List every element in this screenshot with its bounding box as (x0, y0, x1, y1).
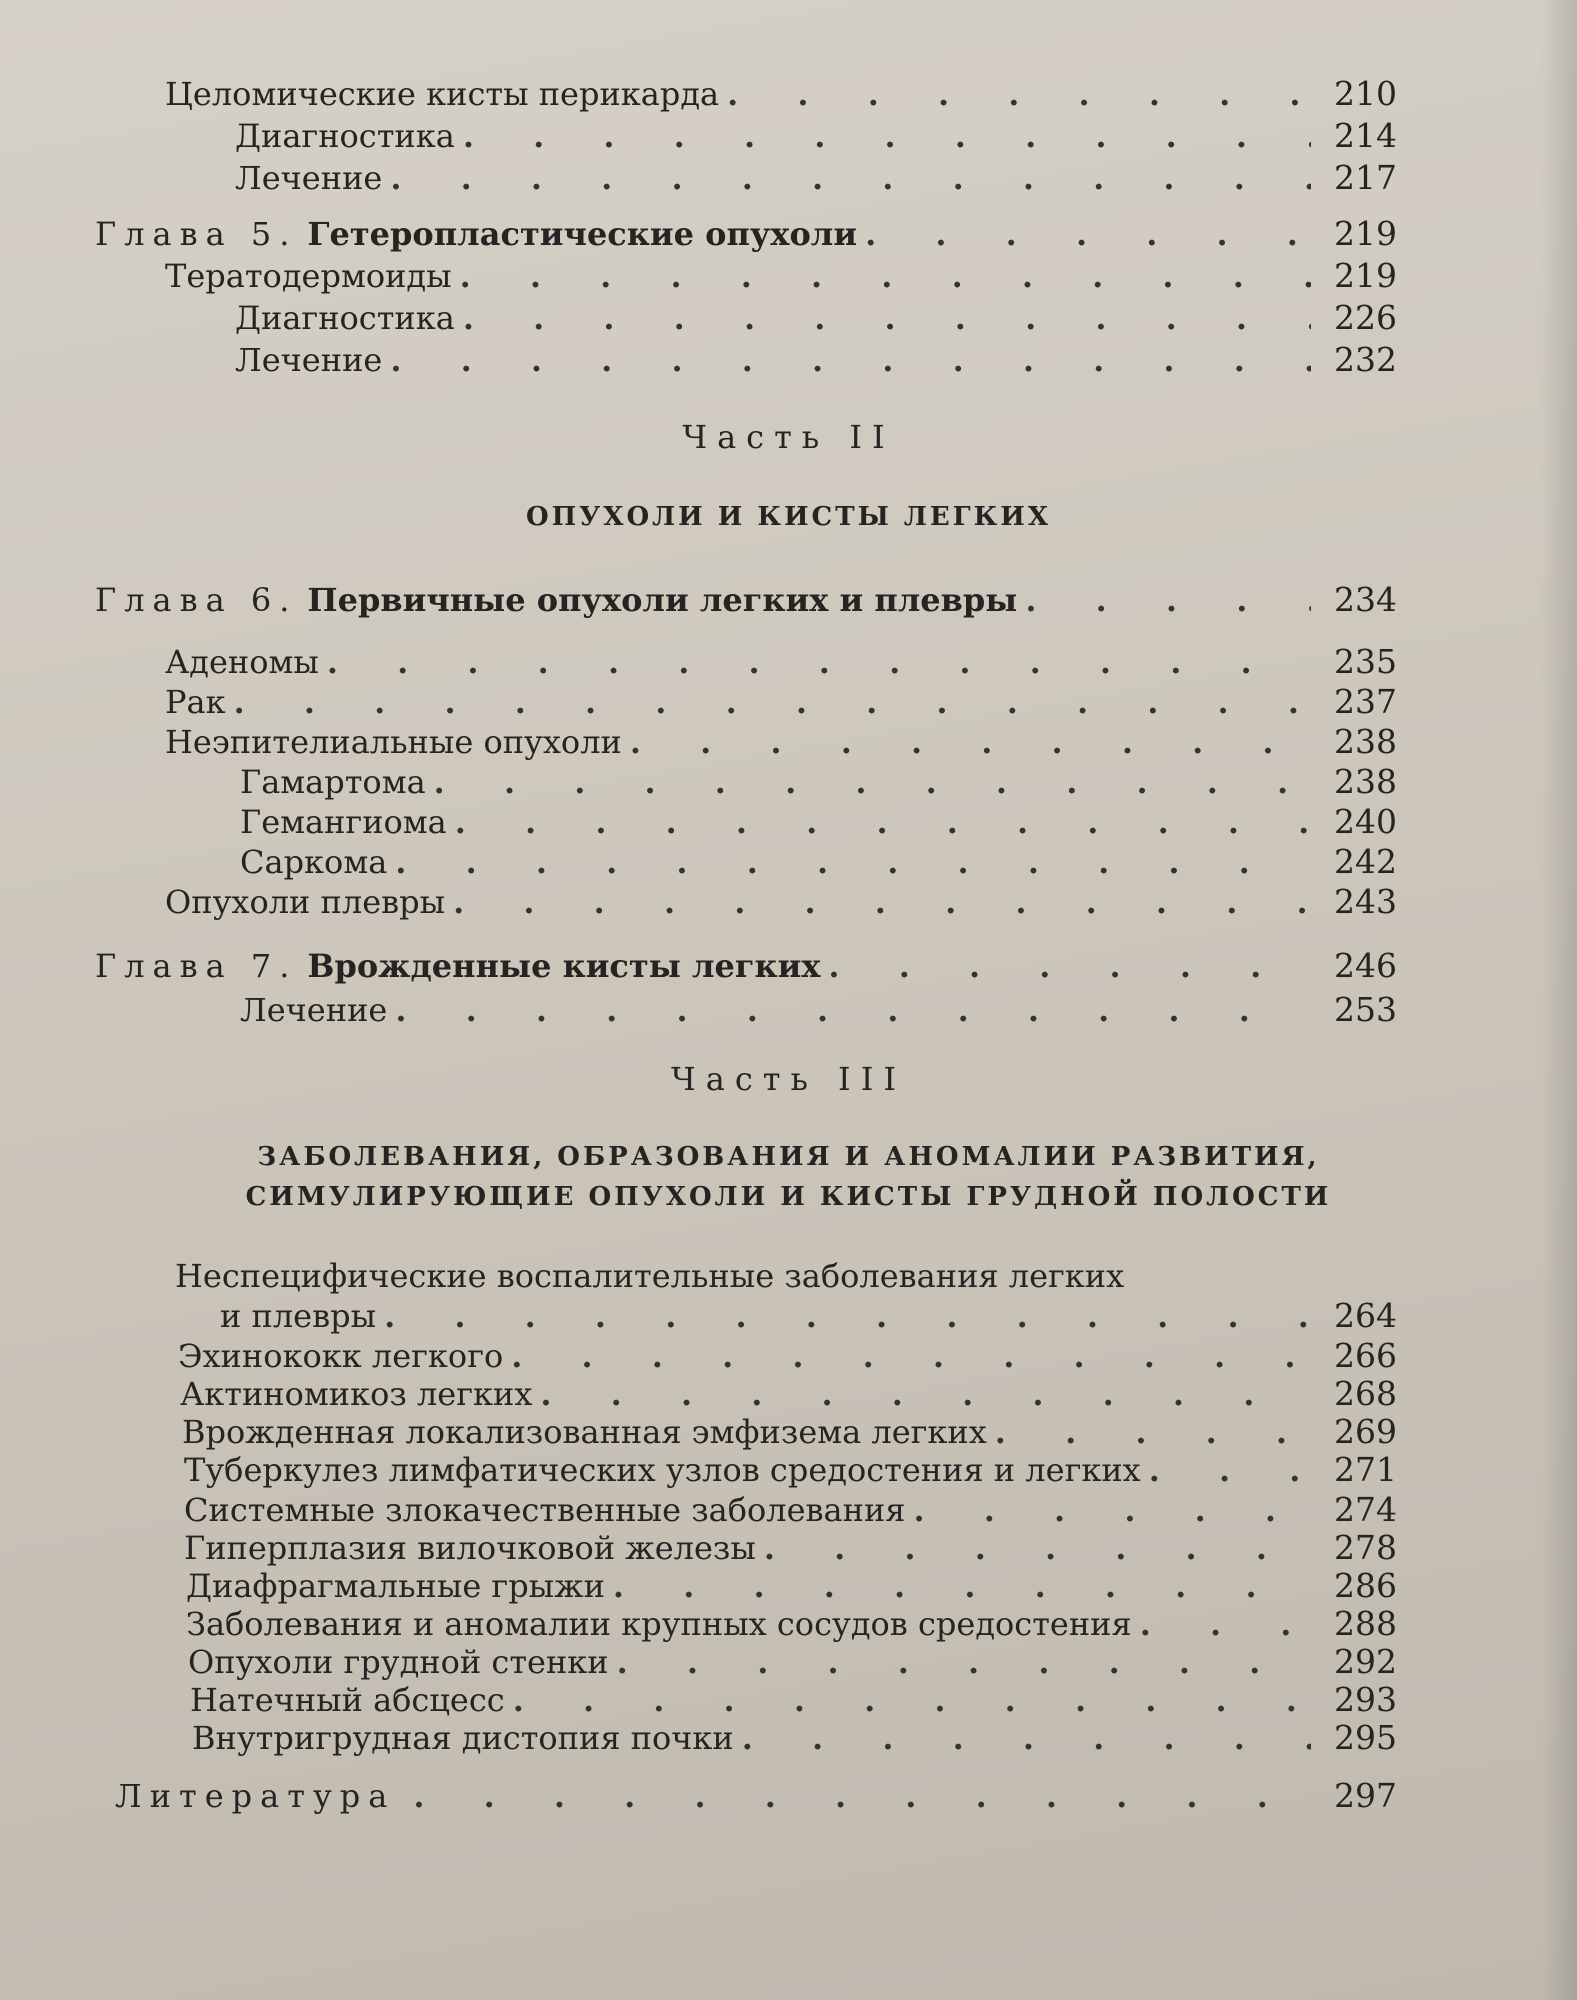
toc-entry-page: 240 (1334, 802, 1397, 841)
leader-dots (742, 1718, 1311, 1758)
leader-dots (384, 1296, 1311, 1336)
toc-entry-page: 237 (1334, 682, 1397, 721)
toc-entry-title: Лечение (235, 159, 383, 197)
leader-dots (453, 882, 1311, 922)
leader-dots (395, 990, 1311, 1030)
toc-entry (235, 340, 1397, 380)
literature-title: Литература (115, 1777, 396, 1815)
toc-entry-page: 295 (1334, 1718, 1397, 1757)
toc-entry-title: Системные злокачественные заболевания (184, 1491, 906, 1529)
toc-entry-title: Неспецифические воспалительные заболевания легких (175, 1257, 1125, 1295)
toc-entry-title: Диафрагмальные грыжи (186, 1567, 605, 1605)
toc-entry-page: 210 (1334, 74, 1397, 113)
toc-entry-title: Саркома (240, 843, 388, 881)
toc-entry (184, 1450, 1397, 1490)
chapter-entry (95, 946, 1397, 986)
part-heading: Часть III (671, 1060, 906, 1098)
toc-entry-title: Неэпителиальные опухоли (165, 723, 622, 761)
toc-entry (165, 682, 1397, 722)
toc-entry-page: 271 (1334, 1450, 1397, 1489)
toc-entry-page: 288 (1334, 1604, 1397, 1643)
toc-entry-title: Тератодермоиды (165, 257, 452, 295)
leader-dots (460, 256, 1311, 296)
part-heading: Часть II (682, 418, 895, 456)
toc-entry-page: 219 (1334, 256, 1397, 295)
toc-entry-page: 238 (1334, 762, 1397, 801)
toc-entry (178, 1336, 1397, 1376)
toc-entry-page: 243 (1334, 882, 1397, 921)
part-title-line1: ЗАБОЛЕВАНИЯ, ОБРАЗОВАНИЯ И АНОМАЛИИ РАЗВИТИЯ, (257, 1142, 1320, 1172)
chapter-label: Глава 5. (95, 215, 298, 253)
leader-dots (395, 842, 1311, 882)
toc-entry-title: Актиномикоз легких (180, 1375, 533, 1413)
toc-entry-title: Туберкулез лимфатических узлов средостения и легких (184, 1451, 1141, 1489)
toc-entry-page: 293 (1334, 1680, 1397, 1719)
chapter-title: Гетеропластические опухоли (307, 215, 858, 253)
toc-entry (165, 882, 1397, 922)
toc-entry-title: Эхинококк легкого (178, 1337, 504, 1375)
toc-entry (240, 802, 1397, 842)
toc-entry (240, 842, 1397, 882)
chapter-label: Глава 7. (95, 947, 298, 985)
toc-entry-title: Натечный абсцесс (190, 1681, 505, 1719)
toc-entry-title: Диагностика (235, 299, 455, 337)
toc-entry-page: 226 (1334, 298, 1397, 337)
chapter-label: Глава 6. (95, 581, 298, 619)
leader-dots (390, 158, 1311, 198)
leader-dots (617, 1642, 1311, 1682)
leader-dots (390, 340, 1311, 380)
chapter-entry (95, 580, 1397, 620)
leader-dots (995, 1412, 1311, 1452)
toc-entry-page: 214 (1334, 116, 1397, 155)
toc-entry-title: Врожденная локализованная эмфизема легких (182, 1413, 987, 1451)
toc-entry (235, 158, 1397, 198)
toc-entry-title: и плевры (220, 1297, 377, 1335)
chapter-title: Врожденные кисты легких (307, 947, 821, 985)
leader-dots (913, 1490, 1311, 1530)
leader-dots (865, 214, 1311, 254)
toc-entry (175, 1256, 1397, 1296)
toc-entry-page: 242 (1334, 842, 1397, 881)
literature-entry (115, 1776, 1397, 1816)
toc-entry-page: 235 (1334, 642, 1397, 681)
toc-entry-title: Лечение (235, 341, 383, 379)
toc-entry (184, 1528, 1397, 1568)
toc-entry-title: Лечение (240, 991, 388, 1029)
leader-dots (1025, 580, 1311, 620)
toc-entry (180, 1374, 1397, 1414)
toc-entry-page: 278 (1334, 1528, 1397, 1567)
leader-dots (727, 74, 1311, 114)
chapter-page: 219 (1334, 214, 1397, 253)
literature-page: 297 (1334, 1776, 1397, 1815)
leader-dots (327, 642, 1311, 682)
toc-entry (240, 990, 1397, 1030)
leader-dots (630, 722, 1311, 762)
toc-entry (235, 298, 1397, 338)
chapter-entry (95, 214, 1397, 254)
leader-dots (764, 1528, 1311, 1568)
toc-entry (165, 74, 1397, 114)
toc-entry-page: 286 (1334, 1566, 1397, 1605)
toc-entry (220, 1296, 1397, 1336)
leader-dots (828, 946, 1311, 986)
toc-entry (165, 642, 1397, 682)
toc-entry (186, 1566, 1397, 1606)
toc-entry-title: Гемангиома (240, 803, 447, 841)
leader-dots (511, 1336, 1311, 1376)
toc-entry-title: Опухоли плевры (165, 883, 446, 921)
toc-entry-page: 253 (1334, 990, 1397, 1029)
toc-entry (235, 116, 1397, 156)
toc-entry-title: Гиперплазия вилочковой железы (184, 1529, 756, 1567)
leader-dots (613, 1566, 1311, 1606)
chapter-page: 246 (1334, 946, 1397, 985)
leader-dots (513, 1680, 1311, 1720)
toc-entry (188, 1642, 1397, 1682)
toc-entry (190, 1680, 1397, 1720)
chapter-page: 234 (1334, 580, 1397, 619)
toc-entry (165, 256, 1397, 296)
toc-entry (192, 1718, 1397, 1758)
toc-entry-page: 269 (1334, 1412, 1397, 1451)
leader-dots (1149, 1450, 1311, 1490)
toc-entry-page: 268 (1334, 1374, 1397, 1413)
leader-dots (234, 682, 1311, 722)
page-edge-shadow (1540, 0, 1577, 2000)
toc-entry-page: 266 (1334, 1336, 1397, 1375)
toc-entry-title: Гамартома (240, 763, 426, 801)
leader-dots (463, 298, 1311, 338)
toc-entry-title: Аденомы (165, 643, 319, 681)
toc-entry-page: 232 (1334, 340, 1397, 379)
leader-dots (463, 116, 1311, 156)
toc-entry-title: Диагностика (235, 117, 455, 155)
leader-dots (434, 762, 1311, 802)
toc-entry-page: 217 (1334, 158, 1397, 197)
toc-entry-title: Опухоли грудной стенки (188, 1643, 609, 1681)
toc-entry (240, 762, 1397, 802)
toc-entry-page: 292 (1334, 1642, 1397, 1681)
toc-entry-title: Внутригрудная дистопия почки (192, 1719, 734, 1757)
toc-entry-page: 264 (1334, 1296, 1397, 1335)
toc-entry (184, 1490, 1397, 1530)
leader-dots (413, 1776, 1311, 1816)
part-title-line2: СИМУЛИРУЮЩИЕ ОПУХОЛИ И КИСТЫ ГРУДНОЙ ПОЛОСТИ (245, 1182, 1332, 1212)
toc-entry (182, 1412, 1397, 1452)
part-title: ОПУХОЛИ И КИСТЫ ЛЕГКИХ (525, 502, 1052, 532)
leader-dots (540, 1374, 1311, 1414)
toc-entry-title: Заболевания и аномалии крупных сосудов средостения (186, 1605, 1132, 1643)
leader-dots (1140, 1604, 1311, 1644)
toc-entry (165, 722, 1397, 762)
toc-entry-page: 238 (1334, 722, 1397, 761)
leader-dots (455, 802, 1311, 842)
toc-entry-page: 274 (1334, 1490, 1397, 1529)
chapter-title: Первичные опухоли легких и плевры (307, 581, 1018, 619)
toc-entry-title: Целомические кисты перикарда (165, 75, 720, 113)
toc-entry-title: Рак (165, 683, 226, 721)
toc-entry (186, 1604, 1397, 1644)
